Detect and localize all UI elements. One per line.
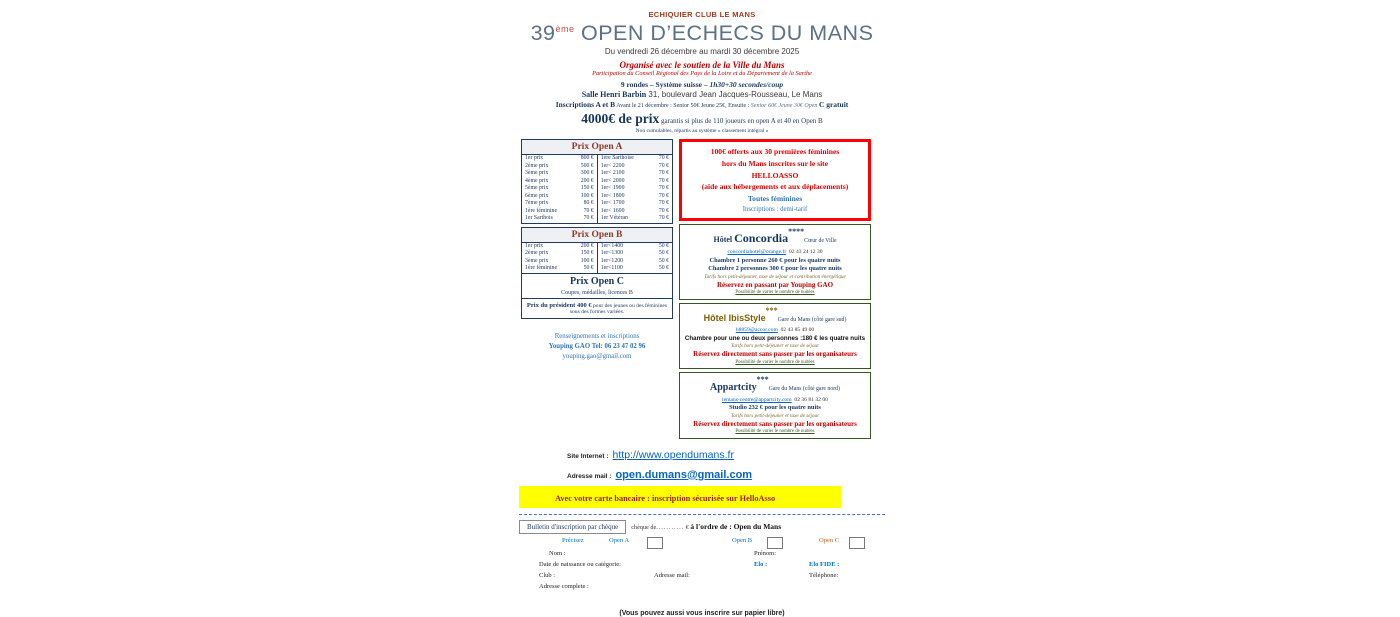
hotel-room-offer: Chambre 2 personnes 300 € pour les quatre nuits: [708, 265, 842, 273]
title-ordinal: ème: [555, 23, 575, 34]
hotel-room-offer: Chambre pour une ou deux personnes :180 € les quatre nuits: [684, 334, 866, 342]
hotel-tariff-note: Tarifs hors petit-déjeuner, taxe de séjour et contribution énergétique: [704, 273, 846, 280]
venue-line: [519, 90, 885, 99]
contact-block: [521, 332, 673, 363]
name-row: [519, 550, 885, 561]
inscriptions-line: [519, 100, 885, 109]
prize-row: 1er prix 800 € 1ère Sarthoise 70 €: [525, 155, 669, 161]
time-control: 1h30+30 secondes/coup: [709, 80, 784, 89]
president-prize-box: [521, 299, 673, 319]
telephone-label: Téléphone:: [809, 571, 839, 579]
hotel-nights-note: Possibilité de varier le nombre de nuitées: [735, 359, 815, 365]
hotel-email-link[interactable]: h8859@accor.com: [735, 327, 778, 334]
hotel-phone: 02 43 85 49 00: [780, 327, 815, 334]
hotel-reserve-line: Réservez directement sans passer par les organisateurs: [693, 419, 857, 428]
hotel-tariff-note: Tarifs hors petit-déjeuner et taxe de séjour: [730, 343, 820, 350]
open-b-label: Open B: [732, 536, 753, 544]
precisez-label: Précisez: [562, 536, 584, 544]
page-title: [519, 21, 885, 46]
birth-elo-row: [519, 561, 885, 572]
content-columns: [521, 139, 871, 439]
title-number: 39: [530, 21, 556, 45]
club-name: ECHIQUIER CLUB LE MANS: [648, 10, 756, 19]
prize-row: 4ème prix 200 € 1er< 2000 70 €: [525, 177, 669, 184]
open-a-checkbox[interactable]: [647, 537, 663, 549]
address-label: Adresse complete :: [539, 582, 589, 590]
hotel-phone: 02 43 24 12 30: [788, 248, 823, 255]
prize-row: 6ème prix 100 € 1er< 1800 70 €: [525, 192, 669, 199]
site-row: [567, 445, 885, 463]
prize-row: 1ère féminine 70 € 1er< 1600 70 €: [525, 207, 669, 214]
prize-row: 2ème prix 500 € 1er< 2200 70 €: [525, 162, 669, 169]
prix-open-a-table: [521, 139, 673, 224]
birthdate-label: Date de naissance ou catégorie:: [539, 560, 621, 568]
club-row: [519, 572, 885, 583]
hotel-nights-note: Possibilité de varier le nombre de nuitées: [735, 290, 815, 296]
hotel-room-offer: Studio 232 € pour les quatre nuits: [729, 404, 821, 412]
flyer-document: [519, 10, 885, 617]
hotel-ibis-box: [679, 303, 871, 369]
hotel-appartcity-box: [679, 372, 871, 439]
cheque-order: à l'ordre de : Open du Mans: [690, 522, 782, 532]
flyer-header: [519, 10, 885, 134]
prize-row: 7ème prix 80 € 1er< 1700 70 €: [525, 200, 669, 207]
hotel-reserve-line: Réservez en passant par Youping GAO: [716, 280, 834, 289]
contact-phone: Youping GAO Tel: 06 23 47 02 96: [548, 343, 646, 351]
hotel-email-link[interactable]: lemans-centre@appartcity.com: [722, 396, 792, 403]
hotel-location: Gare du Mans (côté gare nord): [768, 386, 840, 393]
hotel-appartcity-title: [681, 375, 869, 397]
president-prize-amount: Prix du président 400 €: [526, 301, 592, 309]
prizes-column: [521, 139, 673, 362]
hotel-stars: ***: [756, 375, 769, 385]
hotel-name: IbisStyle: [728, 312, 766, 323]
address-row: [519, 583, 885, 594]
hotel-tariff-note: Tarifs hors petit-déjeuner et taxe de séjour: [730, 412, 820, 419]
cheque-line: [631, 522, 781, 531]
hotel-room-offer: Chambre 1 personne 260 € pour les quatre nuits: [709, 256, 841, 264]
hotel-prefix: Hôtel: [703, 312, 729, 323]
hotel-concordia-box: [679, 224, 871, 299]
registration-form: [519, 514, 885, 617]
euro-sign: €: [685, 524, 689, 532]
inscriptions-title: Inscriptions A et B: [555, 100, 616, 109]
bulletin-row: [519, 520, 885, 534]
prix-open-b-title: Prix Open B: [522, 228, 672, 243]
card-payment-text: Avec votre carte bancaire : inscription sécurisée sur HelloAsso: [555, 493, 776, 503]
hotel-nights-note: Possibilité de varier le nombre de nuitées: [735, 429, 815, 435]
prize-row: 2ème prix 150 € 1er<1300 50 €: [525, 250, 669, 257]
president-prize-detail: pour des jeunes ou des féminines sous des formes variées.: [569, 302, 668, 315]
hotel-reserve-line: Réservez directement sans passer par les organisateurs: [693, 350, 857, 359]
hotel-name: Concordia: [734, 231, 789, 246]
mail-label: Adresse mail :: [567, 472, 612, 480]
open-a-label: Open A: [609, 536, 630, 544]
prix-open-c-section: [522, 273, 672, 298]
open-b-checkbox[interactable]: [767, 537, 783, 549]
hotel-phone: 02 36 81 32 00: [794, 396, 828, 403]
hotel-stars: ***: [765, 305, 778, 315]
site-url-link[interactable]: http://www.opendumans.fr: [612, 448, 734, 461]
mail-row: [567, 465, 885, 483]
feminines-offer-title: [684, 146, 866, 181]
prix-open-c-subtitle: Coupes, médailles, licences B: [561, 289, 633, 296]
open-c-label: Open C: [819, 536, 840, 544]
participation-line: Participation du Conseil Régional des Pays de la Loire et du Département de la Sarthe: [592, 70, 812, 77]
bulletin-box: Bulletin d'inscription par chèque: [519, 520, 626, 534]
rounds-text: 9 rondes – Système suisse –: [620, 80, 710, 89]
prize-fund-condition: garantis si plus de 110 joueurs en open A et 40 en Open B: [659, 117, 823, 125]
cheque-amount-blank[interactable]: ...........: [656, 524, 685, 532]
elo-label: Elo :: [754, 560, 768, 568]
prix-open-b-rows: [522, 243, 672, 273]
offer-aid-line: (aide aux hébergements et aux déplacements): [701, 182, 849, 192]
venue-name: Salle Henri Barbin: [581, 90, 647, 99]
card-payment-highlight: [519, 486, 841, 508]
form-mail-label: Adresse mail:: [654, 571, 690, 579]
prix-open-a-rows: [522, 155, 672, 223]
site-label: Site Internet :: [567, 452, 609, 460]
hotel-concordia-contact: [681, 249, 869, 257]
city-support-line: Organisé avec le soutien de la Ville du Mans: [619, 60, 785, 70]
offer-half-price: Inscriptions : demi-tarif: [742, 205, 808, 213]
offers-hotels-column: [679, 139, 871, 439]
cheque-prefix: chèque de: [631, 524, 657, 532]
prix-b-c-stack: [521, 227, 673, 319]
rounds-line: [519, 80, 885, 89]
hotel-ibis-contact: [681, 327, 869, 335]
hotel-prefix: Hôtel: [713, 235, 735, 245]
inscriptions-late: Senior 60€ Jeune 30€ Open: [750, 103, 819, 109]
venue-address: 31, boulevard Jean Jacques-Rousseau, Le Mans: [646, 90, 823, 99]
nom-label: Nom :: [549, 549, 566, 557]
hotel-ibis-title: [681, 306, 869, 328]
open-choice-row: [519, 537, 885, 550]
hotel-location: Gare du Mans (côté gare sud): [777, 316, 847, 323]
hotel-email-link[interactable]: concordiahotel@orange.fr: [727, 248, 787, 255]
event-dates: Du vendredi 26 décembre au mardi 30 décembre 2025: [604, 47, 800, 56]
hotel-appartcity-contact: [681, 397, 869, 405]
offer-line: hors du Mans inscrites sur le site: [721, 158, 829, 168]
hotel-name: Appartcity: [710, 382, 757, 394]
prize-row: 5ème prix 150 € 1er< 1900 70 €: [525, 185, 669, 192]
prenom-label: Prénom:: [754, 549, 777, 557]
hotel-stars: ****: [788, 227, 805, 237]
title-text: OPEN D’ECHECS DU MANS: [574, 21, 874, 45]
prize-fund-amount: 4000€ de prix: [581, 111, 660, 126]
prize-row: 1er Sarthois 70 € 1er Vétéran 70 €: [525, 215, 669, 222]
prize-row: 3ème prix 100 € 1er<1200 50 €: [525, 257, 669, 264]
prize-row: 1ère féminine 50 € 1er<1100 50 €: [525, 265, 669, 272]
contact-email[interactable]: youping.gao@gmail.com: [562, 353, 632, 361]
offer-line: 100€ offerts aux 30 premières féminines: [710, 147, 840, 156]
links-block: [567, 445, 885, 483]
club-label: Club :: [539, 571, 556, 579]
mail-link[interactable]: open.dumans@gmail.com: [615, 468, 753, 481]
prize-row: 3ème prix 300 € 1er< 2100 70 €: [525, 170, 669, 177]
prize-note: Non cumulables, répartis au système « classement intégral »: [635, 128, 769, 134]
prize-fund-line: [519, 111, 885, 127]
offer-line: HELLOASSO: [751, 170, 799, 180]
inscriptions-early: Avant le 21 décembre : Senior 50€ Jeune 25€, Ensuite :: [615, 103, 751, 109]
open-c-checkbox[interactable]: [849, 537, 865, 549]
paper-registration-note: (Vous pouvez aussi vous inscrire sur papier libre): [619, 609, 785, 617]
inscriptions-openc: C gratuit: [818, 100, 849, 109]
contact-title: Renseignements et inscriptions: [554, 332, 640, 340]
elo-fide-label: Elo FIDE :: [809, 560, 840, 568]
prix-open-c-title: Prix Open C: [522, 274, 672, 289]
prix-open-a-title: Prix Open A: [522, 140, 672, 155]
feminines-offer-box: [679, 139, 871, 221]
prix-open-b-table: [521, 227, 673, 299]
hotel-concordia-title: [681, 227, 869, 249]
prize-row: 1er prix 200 € 1er<1400 50 €: [525, 242, 669, 249]
hotel-location: Cœur de Ville: [804, 238, 837, 245]
offer-all-feminines: Toutes féminines: [747, 194, 803, 204]
